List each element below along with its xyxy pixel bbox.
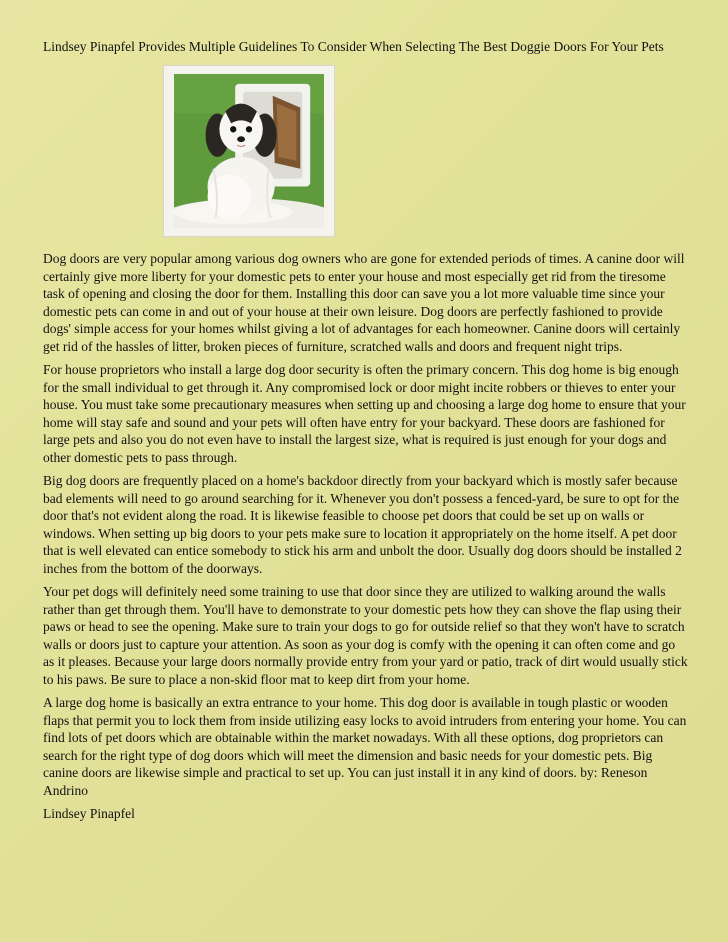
author-signature: Lindsey Pinapfel	[43, 806, 135, 821]
paragraph-1: Dog doors are very popular among various dog owners who are gone for extended periods of times. A canine door will certainly give more liberty for your domestic pets to enter your house and most especially get rid from the tiresome task of opening and closing the door for them. Installing this door can save you a lot more valuable time since your domestic pets can come in and out of your house at their own leisure. Dog doors are perfectly fashioned to provide dogs' simple access for your homes whilst giving a lot of advantages for each homeowner. Canine doors will certainly get rid of the hassles of litter, broken pieces of furniture, scratched walls and doors and frequent night trips.	[43, 251, 685, 354]
dog-door-photo	[163, 65, 335, 237]
document-title: Lindsey Pinapfel Provides Multiple Guidelines To Consider When Selecting The Best Doggie Doors For Your Pets	[43, 39, 664, 54]
dog-door-illustration	[174, 74, 324, 228]
paragraph-2: For house proprietors who install a large dog door security is often the primary concern. This dog home is big enough for the small individual to get through it. Any compromised lock or door might incite robbers or thieves to enter your house. You must take some precautionary measures when setting up and choosing a large dog home to ensure that your home will stay safe and sound and your pets will often have entry for your backyard. These doors are fashioned for large pets and also you do not even have to install the largest size, what is required is just enough for your dogs and other domestic pets to pass through.	[43, 362, 686, 465]
paragraph-4: Your pet dogs will definitely need some training to use that door since they are utilized to walking around the walls rather than get through them. You'll have to demonstrate to your domestic pets how they can shove the flap using their paws or head to see the opening. Make sure to train your dogs to go for outside relief so that they won't have to scratch walls or doors just to capture your attention. As soon as your dog is comfy with the opening it can often come and go as it pleases. Because your large doors normally provide entry from your yard or patio, track of dirt would usually stick to his paws. Be sure to place a non-skid floor mat to keep dirt from your home.	[43, 584, 688, 687]
paragraph-3: Big dog doors are frequently placed on a home's backdoor directly from your backyard which is mostly safer because bad elements will need to go around searching for it. Whenever you don't possess a fenced-yard, be sure to opt for the door that's not evident along the road. It is likewise feasible to choose pet doors that could be set up on walls or windows. When setting up big doors to your pets make sure to location it appropriately on the home itself. A pet door that is well elevated can entice somebody to stick his arm and unbolt the door. Usually dog doors should be installed 2 inches from the bottom of the doorways.	[43, 473, 682, 576]
document-page	[43, 38, 688, 822]
paragraph-5: A large dog home is basically an extra entrance to your home. This dog door is available in tough plastic or wooden flaps that permit you to lock them from inside utilizing easy locks to avoid intruders from entering your home. You can find lots of pet doors which are obtainable within the market nowadays. With all these options, dog proprietors can search for the right type of dog doors which will meet the dimension and basic needs for your domestic pets. Big canine doors are likewise simple and practical to set up. You can just install it in any kind of doors. by: Reneson Andrino	[43, 695, 687, 798]
